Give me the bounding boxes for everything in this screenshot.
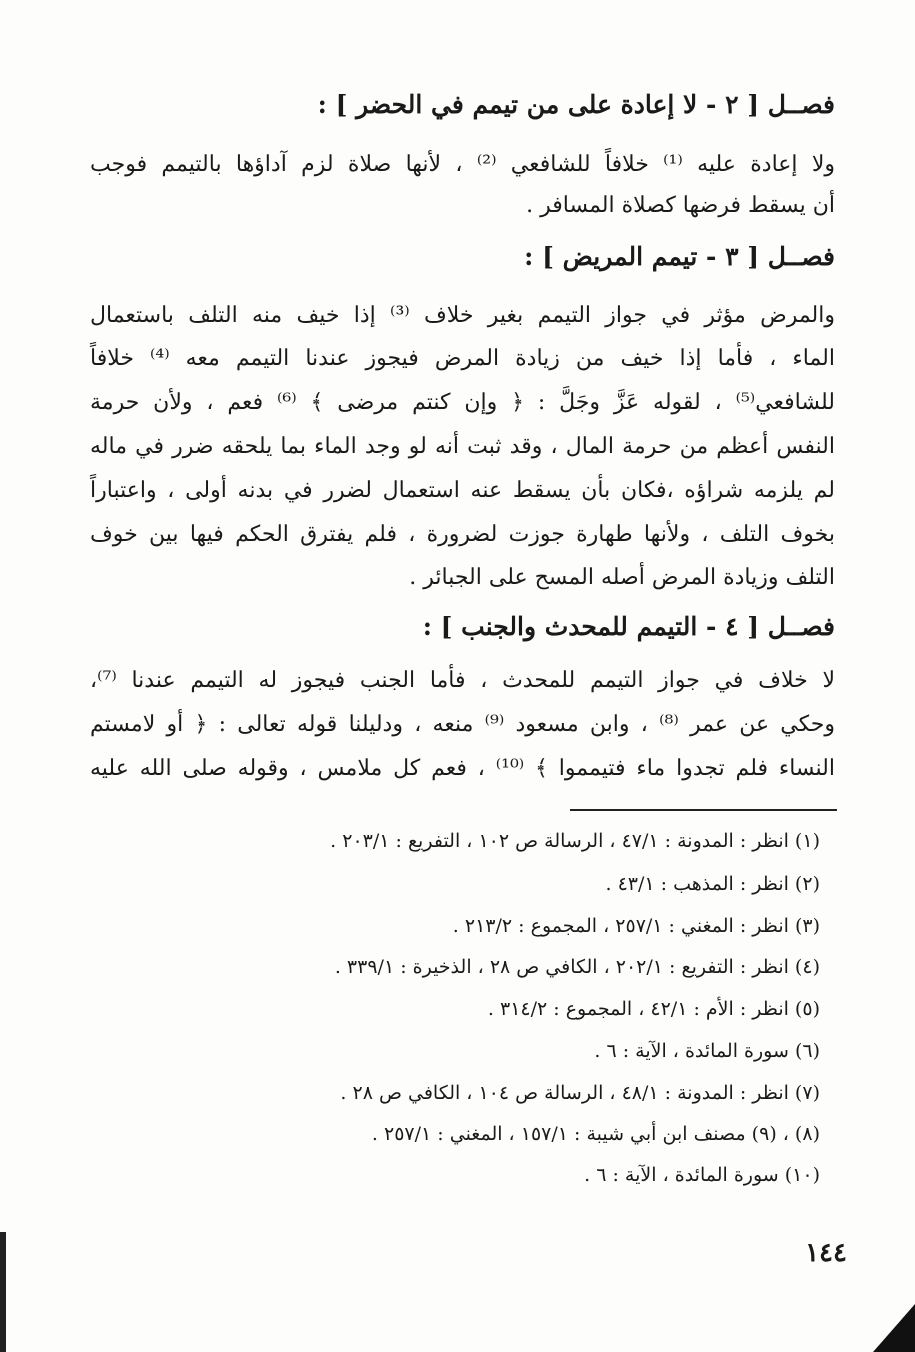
- footnote: (١) انظر : المدونة : ٤٧/١ ، الرسالة ص ١٠٢ ، التفريع : ٢٠٣/١ .: [330, 830, 820, 852]
- footnote: (٨) ، (٩) مصنف ابن أبي شيبة : ١٥٧/١ ، المغني : ٢٥٧/١ .: [371, 1123, 820, 1145]
- section-heading: فصــل [ ٣ - تيمم المريض ] :: [524, 242, 835, 271]
- footnote: (١٠) سورة المائدة ، الآية : ٦ .: [584, 1164, 820, 1186]
- body-line: لا خلاف في جواز التيمم للمحدث ، فأما الجنب فيجوز له التيمم عندنا ⁽⁷⁾،: [90, 668, 835, 693]
- body-line: والمرض مؤثر في جواز التيمم بغير خلاف ⁽³⁾ إذا خيف منه التلف باستعمال: [90, 303, 835, 328]
- body-line: بخوف التلف ، ولأنها طهارة جوزت لضرورة ، فلم يفترق الحكم فيها بين خوف: [90, 522, 835, 547]
- body-line: النساء فلم تجدوا ماء فتيمموا ﴾ ⁽¹⁰⁾ ، فعم كل ملامس ، وقوله صلى الله عليه: [90, 756, 835, 781]
- body-line: التلف وزيادة المرض أصله المسح على الجبائر .: [409, 565, 835, 590]
- section-heading: فصــل [ ٢ - لا إعادة على من تيمم في الحضر ] :: [317, 90, 835, 119]
- body-line: النفس أعظم من حرمة المال ، وقد ثبت أنه لو وجد الماء بما يلحقه ضرر في ماله: [90, 434, 835, 459]
- footnote: (٧) انظر : المدونة : ٤٨/١ ، الرسالة ص ١٠٤ ، الكافي ص ٢٨ .: [340, 1082, 820, 1104]
- corner-mark: [873, 1304, 915, 1352]
- body-line: للشافعي⁽⁵⁾ ، لقوله عَزَّ وجَلَّ : ﴿ وإن كنتم مرضى ﴾ ⁽⁶⁾ فعم ، ولأن حرمة: [90, 390, 835, 415]
- scan-edge-mark: [0, 1232, 6, 1352]
- body-line: أن يسقط فرضها كصلاة المسافر .: [526, 193, 835, 218]
- body-line: وحكي عن عمر ⁽⁸⁾ ، وابن مسعود ⁽⁹⁾ منعه ، ودليلنا قوله تعالى : ﴿ أو لامستم: [90, 712, 836, 737]
- body-line: الماء ، فأما إذا خيف من زيادة المرض فيجوز عندنا التيمم معه ⁽⁴⁾ خلافاً: [90, 346, 835, 371]
- body-line: لم يلزمه شراؤه ،فكان بأن يسقط عنه استعمال لضرر في بدنه أولى ، واعتباراً: [90, 478, 835, 503]
- section-heading: فصــل [ ٤ - التيمم للمحدث والجنب ] :: [422, 612, 835, 641]
- footnote: (٦) سورة المائدة ، الآية : ٦ .: [594, 1040, 820, 1062]
- footnote: (٢) انظر : المذهب : ٤٣/١ .: [605, 873, 820, 895]
- page-number: ١٤٤: [805, 1238, 847, 1268]
- footnote: (٥) انظر : الأم : ٤٢/١ ، المجموع : ٣١٤/٢ .: [487, 998, 820, 1020]
- footnote: (٤) انظر : التفريع : ٢٠٢/١ ، الكافي ص ٢٨ ، الذخيرة : ٣٣٩/١ .: [334, 956, 820, 978]
- footnote: (٣) انظر : المغني : ٢٥٧/١ ، المجموع : ٢١٣/٢ .: [452, 915, 820, 937]
- footnote-separator: [570, 809, 837, 811]
- body-line: ولا إعادة عليه ⁽¹⁾ خلافاً للشافعي ⁽²⁾ ، لأنها صلاة لزم آداؤها بالتيمم فوجب: [90, 152, 836, 177]
